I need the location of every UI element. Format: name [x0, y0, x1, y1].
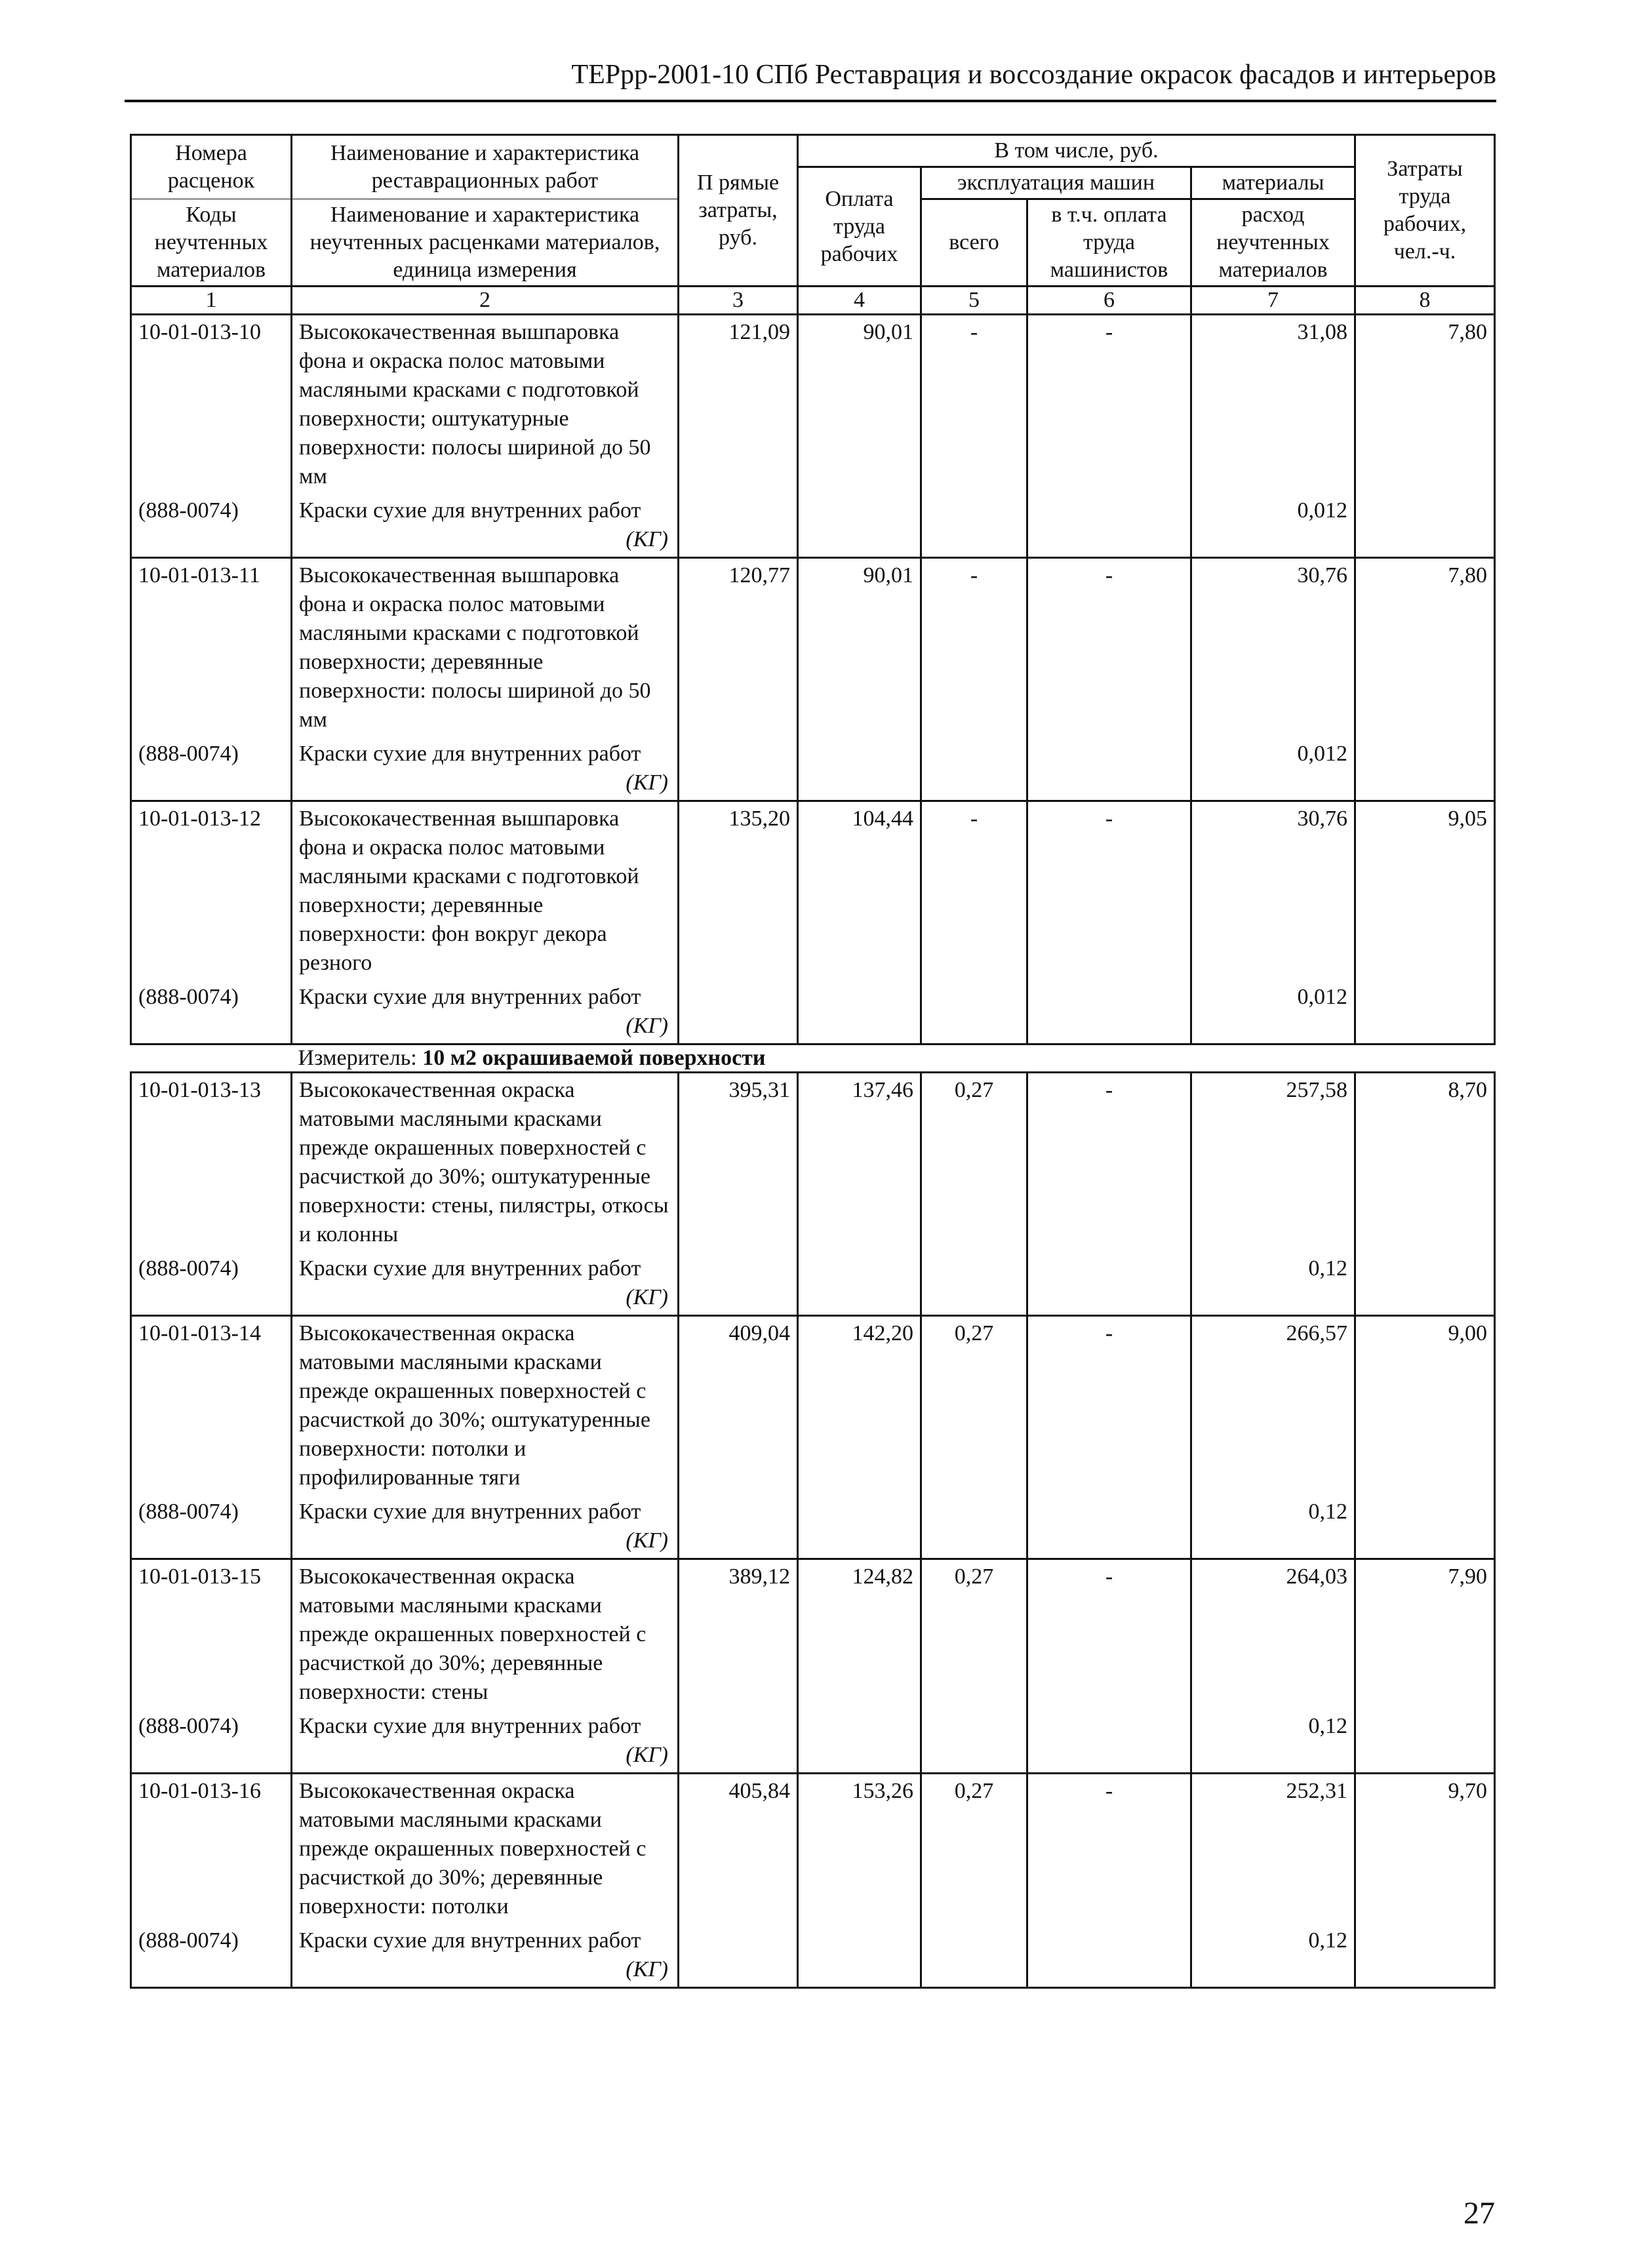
- machines-total: -: [921, 801, 1027, 981]
- measure-spacer: [131, 1044, 292, 1073]
- empty-cell: [921, 737, 1027, 801]
- measure-row: [131, 1044, 1495, 1073]
- labor-pay: 137,46: [798, 1073, 921, 1252]
- machines-labor: -: [1027, 1559, 1191, 1710]
- direct-costs: 389,12: [679, 1559, 798, 1710]
- material-row: [131, 1709, 1495, 1774]
- materials-cost: 30,76: [1191, 558, 1355, 738]
- rates-block-2: [131, 1073, 1495, 1988]
- materials-header: материалы: [1191, 167, 1355, 199]
- rate-name: Высококачественная окраска матовыми масляными красками прежде окрашенных поверхностей с расчисткой до 30%; оштукатуренные поверхности: стены, пилястры, откосы и колонны: [292, 1073, 679, 1252]
- empty-cell: [679, 980, 798, 1044]
- material-name: Краски сухие для внутренних работ: [299, 1256, 641, 1281]
- empty-cell: [798, 1495, 921, 1559]
- material-code: (888-0074): [131, 980, 292, 1044]
- measure-value: 10 м2 окрашиваемой поверхности: [422, 1046, 766, 1070]
- empty-cell: [1355, 494, 1495, 558]
- table-head: [131, 135, 1495, 315]
- empty-cell: [798, 980, 921, 1044]
- empty-cell: [1355, 737, 1495, 801]
- labor-hours: 7,80: [1355, 315, 1495, 494]
- material-row: [131, 737, 1495, 801]
- rate-code: 10-01-013-16: [131, 1774, 292, 1924]
- material-row: [131, 980, 1495, 1044]
- labor-pay: 124,82: [798, 1559, 921, 1710]
- empty-cell: [1027, 1709, 1191, 1774]
- empty-cell: [1027, 494, 1191, 558]
- labor-hours: 9,05: [1355, 801, 1495, 981]
- empty-cell: [1355, 1495, 1495, 1559]
- material-name-cell: [292, 1252, 679, 1316]
- material-name-cell: [292, 980, 679, 1044]
- material-name: Краски сухие для внутренних работ: [299, 985, 641, 1009]
- col8-header: Затраты труда рабочих, чел.-ч.: [1355, 135, 1495, 287]
- column-number: 8: [1355, 287, 1495, 315]
- labor-pay: 104,44: [798, 801, 921, 981]
- material-name: Краски сухие для внутренних работ: [299, 498, 641, 523]
- labor-pay: 90,01: [798, 315, 921, 494]
- machines-labor: -: [1027, 1774, 1191, 1924]
- column-number: 7: [1191, 287, 1355, 315]
- empty-cell: [1355, 1709, 1495, 1774]
- labor-hours: 9,00: [1355, 1316, 1495, 1496]
- column-number: 2: [292, 287, 679, 315]
- col2-top-header: Наименование и характеристика реставрационных работ: [292, 135, 679, 199]
- rate-row: [131, 1774, 1495, 1924]
- material-name-cell: [292, 1924, 679, 1988]
- machines-labor: -: [1027, 558, 1191, 738]
- direct-costs: 409,04: [679, 1316, 798, 1496]
- material-name: Краски сухие для внутренних работ: [299, 742, 641, 766]
- labor-pay: 142,20: [798, 1316, 921, 1496]
- material-quantity: 0,12: [1191, 1709, 1355, 1774]
- empty-cell: [679, 1495, 798, 1559]
- material-unit: (КГ): [626, 1528, 668, 1553]
- empty-cell: [798, 1709, 921, 1774]
- material-name-cell: [292, 1709, 679, 1774]
- material-row: [131, 1924, 1495, 1988]
- empty-cell: [679, 737, 798, 801]
- material-unit: (КГ): [626, 1957, 668, 1981]
- column-number: 1: [131, 287, 292, 315]
- material-code: (888-0074): [131, 1924, 292, 1988]
- header-rule: [125, 100, 1496, 102]
- measure-section: [131, 1044, 1495, 1073]
- materials-cost: 252,31: [1191, 1774, 1355, 1924]
- material-unit: (КГ): [626, 527, 668, 551]
- empty-cell: [921, 1495, 1027, 1559]
- material-quantity: 0,12: [1191, 1495, 1355, 1559]
- empty-cell: [798, 494, 921, 558]
- col3-header: П рямые затраты, руб.: [679, 135, 798, 287]
- machines-total: 0,27: [921, 1559, 1027, 1710]
- rate-code: 10-01-013-15: [131, 1559, 292, 1710]
- material-name: Краски сухие для внутренних работ: [299, 1928, 641, 1953]
- material-name: Краски сухие для внутренних работ: [299, 1714, 641, 1738]
- material-row: [131, 1495, 1495, 1559]
- material-unit: (КГ): [626, 1285, 668, 1309]
- material-unit: (КГ): [626, 1743, 668, 1767]
- rate-name: Высококачественная окраска матовыми масляными красками прежде окрашенных поверхностей с расчисткой до 30%; деревянные поверхности: потолки: [292, 1774, 679, 1924]
- direct-costs: 121,09: [679, 315, 798, 494]
- empty-cell: [679, 1709, 798, 1774]
- rates-block-1: [131, 315, 1495, 1044]
- machines-header: эксплуатация машин: [921, 167, 1191, 199]
- material-quantity: 0,12: [1191, 1924, 1355, 1988]
- page-number: 27: [1463, 2196, 1495, 2231]
- empty-cell: [921, 980, 1027, 1044]
- measure-cell: [292, 1044, 1495, 1073]
- rate-name: Высококачественная окраска матовыми масляными красками прежде окрашенных поверхностей с расчисткой до 30%; оштукатуренные поверхности: потолки и профилированные тяги: [292, 1316, 679, 1496]
- machines-total: -: [921, 558, 1027, 738]
- rate-row: [131, 801, 1495, 981]
- empty-cell: [679, 1252, 798, 1316]
- rate-row: [131, 1559, 1495, 1710]
- machines-labor: -: [1027, 315, 1191, 494]
- empty-cell: [798, 737, 921, 801]
- machines-total: 0,27: [921, 1073, 1027, 1252]
- column-number: 3: [679, 287, 798, 315]
- rates-table: [130, 134, 1496, 1989]
- machines-total: -: [921, 315, 1027, 494]
- material-code: (888-0074): [131, 1252, 292, 1316]
- empty-cell: [679, 1924, 798, 1988]
- rate-row: [131, 1073, 1495, 1252]
- col6-header: в т.ч. оплата труда машинистов: [1027, 199, 1191, 287]
- material-row: [131, 494, 1495, 558]
- material-quantity: 0,012: [1191, 737, 1355, 801]
- rate-name: Высококачественная вышпаровка фона и окраска полос матовыми масляными красками с подготовкой поверхности; оштукатурные поверхности: полосы шириной до 50 мм: [292, 315, 679, 494]
- labor-hours: 9,70: [1355, 1774, 1495, 1924]
- rate-name: Высококачественная вышпаровка фона и окраска полос матовыми масляными красками с подготовкой поверхности; деревянные поверхности: полосы шириной до 50 мм: [292, 558, 679, 738]
- col1-top-header: Номера расценок: [131, 135, 292, 199]
- rate-code: 10-01-013-14: [131, 1316, 292, 1496]
- material-name-cell: [292, 737, 679, 801]
- empty-cell: [921, 1252, 1027, 1316]
- rate-code: 10-01-013-11: [131, 558, 292, 738]
- direct-costs: 395,31: [679, 1073, 798, 1252]
- empty-cell: [798, 1924, 921, 1988]
- empty-cell: [1027, 1252, 1191, 1316]
- material-quantity: 0,012: [1191, 980, 1355, 1044]
- rate-row: [131, 1316, 1495, 1496]
- empty-cell: [1027, 1495, 1191, 1559]
- direct-costs: 405,84: [679, 1774, 798, 1924]
- direct-costs: 135,20: [679, 801, 798, 981]
- materials-cost: 266,57: [1191, 1316, 1355, 1496]
- material-code: (888-0074): [131, 1709, 292, 1774]
- col7-header: расход неучтенных материалов: [1191, 199, 1355, 287]
- materials-cost: 31,08: [1191, 315, 1355, 494]
- col1-bottom-header: Коды неучтенных материалов: [131, 199, 292, 287]
- labor-hours: 7,90: [1355, 1559, 1495, 1710]
- empty-cell: [1027, 737, 1191, 801]
- material-code: (888-0074): [131, 737, 292, 801]
- empty-cell: [1027, 1924, 1191, 1988]
- col2-bottom-header: Наименование и характеристика неучтенных расценками материалов, единица измерения: [292, 199, 679, 287]
- empty-cell: [1355, 1924, 1495, 1988]
- direct-costs: 120,77: [679, 558, 798, 738]
- rate-name: Высококачественная окраска матовыми масляными красками прежде окрашенных поверхностей с расчисткой до 30%; деревянные поверхности: стены: [292, 1559, 679, 1710]
- materials-cost: 30,76: [1191, 801, 1355, 981]
- machines-total: 0,27: [921, 1316, 1027, 1496]
- col5-header: всего: [921, 199, 1027, 287]
- labor-hours: 7,80: [1355, 558, 1495, 738]
- rate-code: 10-01-013-13: [131, 1073, 292, 1252]
- empty-cell: [921, 1924, 1027, 1988]
- column-number: 5: [921, 287, 1027, 315]
- group-header: В том числе, руб.: [798, 135, 1355, 167]
- machines-labor: -: [1027, 1316, 1191, 1496]
- labor-hours: 8,70: [1355, 1073, 1495, 1252]
- machines-labor: -: [1027, 1073, 1191, 1252]
- labor-pay: 153,26: [798, 1774, 921, 1924]
- material-quantity: 0,012: [1191, 494, 1355, 558]
- column-number: 6: [1027, 287, 1191, 315]
- measure-label: Измеритель:: [298, 1046, 423, 1070]
- machines-total: 0,27: [921, 1774, 1027, 1924]
- empty-cell: [798, 1252, 921, 1316]
- material-name: Краски сухие для внутренних работ: [299, 1500, 641, 1524]
- material-quantity: 0,12: [1191, 1252, 1355, 1316]
- rate-name: Высококачественная вышпаровка фона и окраска полос матовыми масляными красками с подготовкой поверхности; деревянные поверхности: фон вокруг декора резного: [292, 801, 679, 981]
- page-header: ТЕРрр-2001-10 СПб Реставрация и воссоздание окрасок фасадов и интерьеров: [571, 60, 1496, 90]
- material-unit: (КГ): [626, 770, 668, 795]
- material-name-cell: [292, 494, 679, 558]
- material-code: (888-0074): [131, 1495, 292, 1559]
- rate-code: 10-01-013-12: [131, 801, 292, 981]
- empty-cell: [921, 1709, 1027, 1774]
- materials-cost: 257,58: [1191, 1073, 1355, 1252]
- column-number: 4: [798, 287, 921, 315]
- rate-row: [131, 558, 1495, 738]
- labor-pay: 90,01: [798, 558, 921, 738]
- machines-labor: -: [1027, 801, 1191, 981]
- empty-cell: [1027, 980, 1191, 1044]
- empty-cell: [1355, 980, 1495, 1044]
- material-row: [131, 1252, 1495, 1316]
- column-number-row: [131, 287, 1495, 315]
- material-code: (888-0074): [131, 494, 292, 558]
- materials-cost: 264,03: [1191, 1559, 1355, 1710]
- empty-cell: [679, 494, 798, 558]
- rate-code: 10-01-013-10: [131, 315, 292, 494]
- material-unit: (КГ): [626, 1014, 668, 1038]
- empty-cell: [921, 494, 1027, 558]
- material-name-cell: [292, 1495, 679, 1559]
- empty-cell: [1355, 1252, 1495, 1316]
- rate-row: [131, 315, 1495, 494]
- col4-header: Оплата труда рабочих: [798, 167, 921, 287]
